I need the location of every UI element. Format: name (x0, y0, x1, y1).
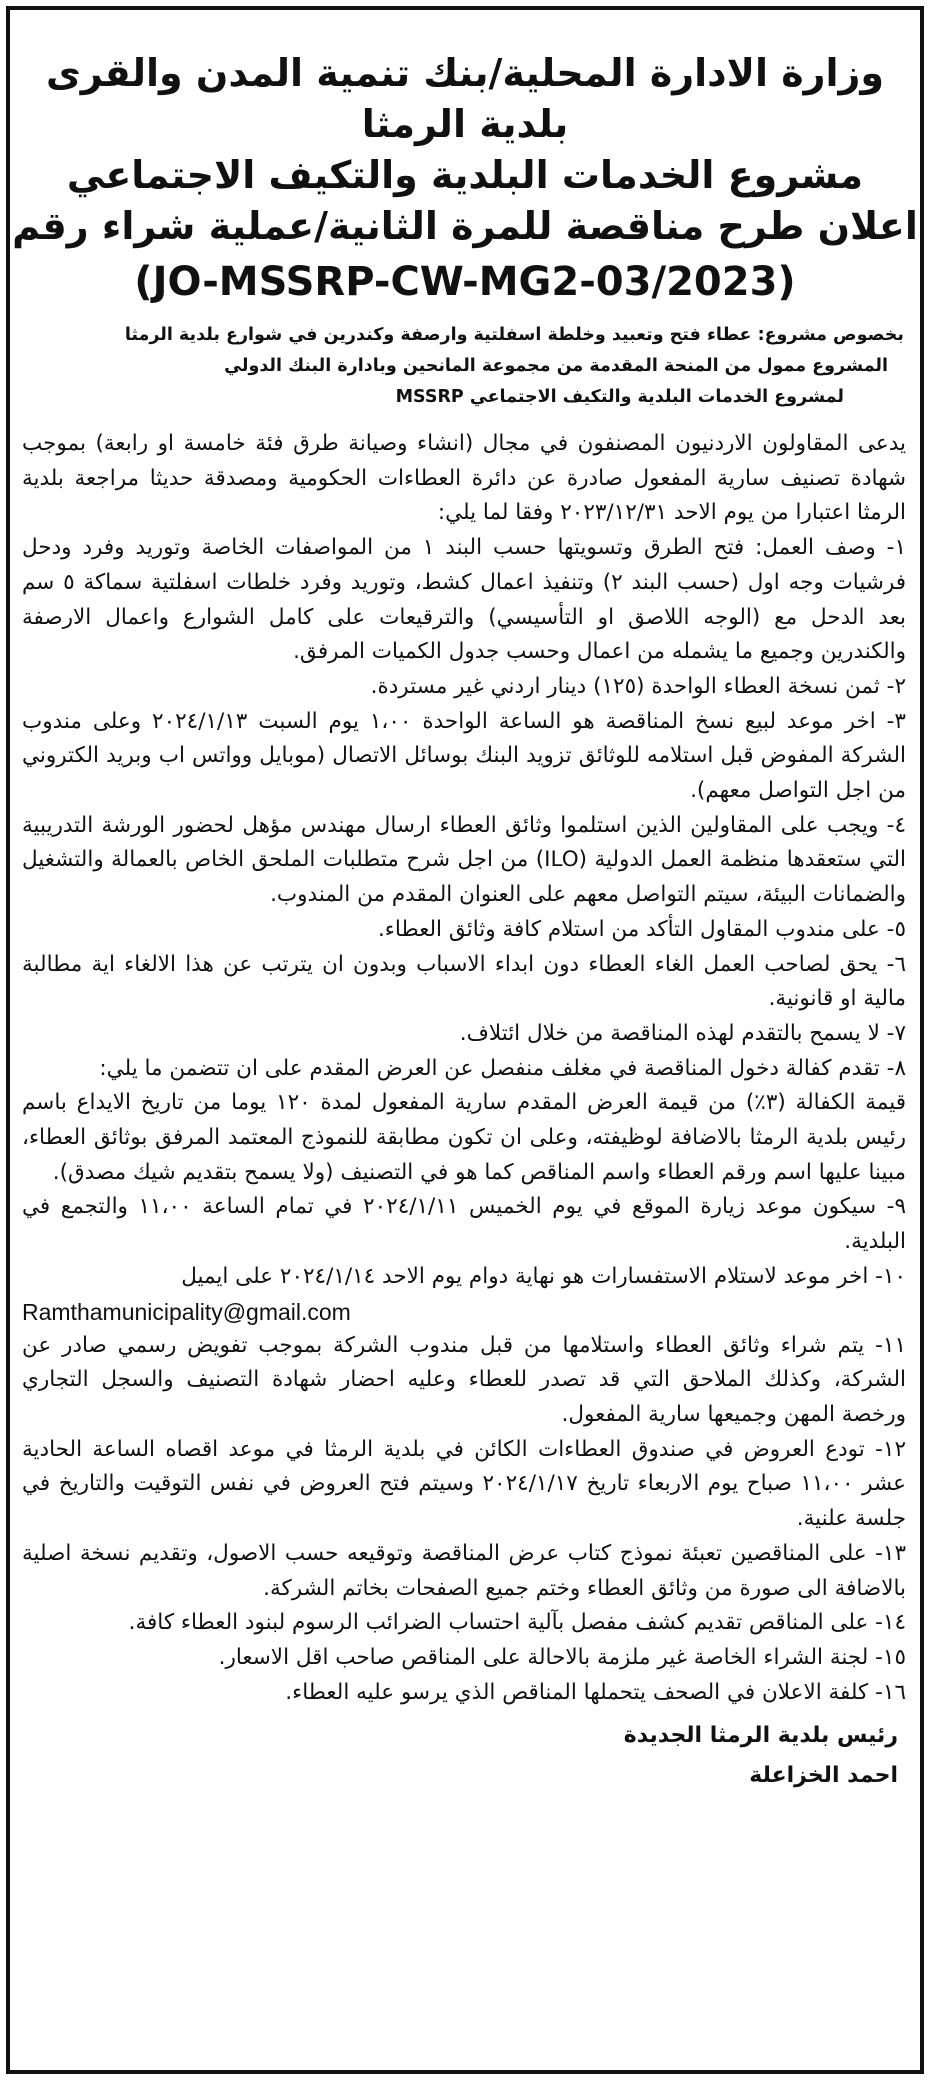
municipality-title: بلدية الرمثا (361, 102, 569, 146)
item-13: ١٣- على المناقصين تعبئة نموذج كتاب عرض المناقصة وتوقيعه حسب الاصول، وتقديم نسخة اصلية بالاضافة الى صورة من وثائق العطاء وختم جميع الصفحات بخاتم الشركة. (22, 1540, 906, 1601)
contact-email[interactable]: Ramthamunicipality@gmail.com (22, 1298, 351, 1325)
project-title: مشروع الخدمات البلدية والتكيف الاجتماعي (66, 153, 864, 197)
subject-line-2: المشروع ممول من المنحة المقدمة من مجموعة المانحين وبادارة البنك الدولي (224, 356, 888, 376)
item-9: ٩- سيكون موعد زيارة الموقع في يوم الخميس ٢٠٢٤/١/١١ في تمام الساعة ١١،٠٠ والتجمع في البلدية. (22, 1194, 907, 1255)
tender-title: اعلان طرح مناقصة للمرة الثانية/عملية شراء رقم (12, 204, 918, 248)
item-12: ١٢- تودع العروض في صندوق العطاءات الكائن في بلدية الرمثا في موعد اقصاه الساعة الحادية عشر ١١،٠٠ صباح يوم الاربعاء تاريخ ٢٠٢٤/١/١٧ وسيتم فتح العروض في نفس التوقيت والتاريخ في جلسة علنية. (22, 1436, 906, 1532)
item-16: ١٦- كلفة الاعلان في الصحف يتحملها المناقص الذي يرسو عليه العطاء. (285, 1679, 906, 1705)
procurement-code: (JO-MSSRP-CW-MG2-03/2023) (134, 259, 796, 305)
subject-line-3: لمشروع الخدمات البلدية والتكيف الاجتماعي MSSRP (395, 387, 844, 407)
guarantee-paragraph: قيمة الكفالة (٣٪) من قيمة العرض المقدم سارية المفعول لمدة ١٢٠ يوما من تاريخ الايداع باسم رئيس بلدية الرمثا بالاضافة لوظيفته، وعلى ان تكون مطابقة للنموذج المعتمد المرفق بوثائق العطاء، مبينا عليها اسم ورقم العطاء واسم المناقص كما هو في التصنيف (ولا يسمح بتقديم شيك مصدق). (22, 1090, 907, 1185)
signatory-title: رئيس بلدية الرمثا الجديدة (623, 1723, 898, 1749)
item-5: ٥- على مندوب المقاول التأكد من استلام كافة وثائق العطاء. (377, 916, 906, 942)
subject-line-1: بخصوص مشروع: عطاء فتح وتعبيد وخلطة اسفلتية وارصفة وكندرين في شوارع بلدية الرمثا (124, 325, 904, 345)
item-11: ١١- يتم شراء وثائق العطاء واستلامها من قبل مندوب الشركة بموجب تفويض رسمي صادر عن الشركة، وكذلك الملاحق التي قد تصدر للعطاء وعليه احضار شهادة التصنيف والسجل التجاري ورخصة المهن وجميعها سارية المفعول. (22, 1332, 906, 1427)
item-3: ٣- اخر موعد لبيع نسخ المناقصة هو الساعة الواحدة ١،٠٠ يوم السبت ٢٠٢٤/١/١٣ وعلى مندوب الشركة المفوض قبل استلامه للوثائق تزويد البنك بوسائل الاتصال (موبايل وواتس اب وبريد الكتروني من اجل التواصل معهم). (22, 708, 906, 804)
intro-paragraph: يدعى المقاولون الاردنيون المصنفون في مجال (انشاء وصيانة طرق فئة خامسة او رابعة) بموجب شهادة تصنيف سارية المفعول صادرة عن دائرة العطاءات الحكومية ومصدقة حديثا مراجعة بلدية الرمثا اعتبارا من يوم الاحد ٢٠٢٣/١٢/٣١ وفقا لما يلي: (22, 431, 906, 526)
item-2: ٢- ثمن نسخة العطاء الواحدة (١٢٥) دينار اردني غير مستردة. (370, 673, 906, 699)
ministry-title: وزارة الادارة المحلية/بنك تنمية المدن والقرى (45, 51, 885, 95)
announcement-frame (6, 6, 924, 2074)
item-7: ٧- لا يسمح بالتقدم لهذه المناقصة من خلال ائتلاف. (459, 1020, 906, 1046)
announcement-body (10, 427, 920, 1710)
item-10: ١٠- اخر موعد لاستلام الاستفسارات هو نهاية دوام يوم الاحد ٢٠٢٤/١/١٤ على ايميل (181, 1263, 906, 1289)
item-14: ١٤- على المناقص تقديم كشف مفصل بآلية احتساب الضرائب الرسوم لبنود العطاء كافة. (128, 1610, 906, 1636)
announcement-header (10, 10, 920, 308)
item-6: ٦- يحق لصاحب العمل الغاء العطاء دون ابداء الاسباب وبدون ان يترتب عن هذا الالغاء اية مطالبة مالية او قانونية. (22, 951, 906, 1012)
item-8: ٨- تقدم كفالة دخول المناقصة في مغلف منفصل عن العرض المقدم على ان تتضمن ما يلي: (99, 1055, 906, 1081)
item-1: ١- وصف العمل: فتح الطرق وتسويتها حسب البند ١ من المواصفات الخاصة وتوريد وفرد ودحل فرشيات وجه اول (حسب البند ٢) وتنفيذ اعمال كشط، وتوريد وفرد خلطات اسفلتية سماكة ٥ سم بعد الدحل مع (الوجه اللاصق او التأسيسي) والترقيعات على كامل الشوارع واعمال الارصفة والكندرين وجميع ما يشمله من اعمال وحسب جدول الكميات المرفق. (22, 535, 907, 665)
item-4: ٤- ويجب على المقاولين الذين استلموا وثائق العطاء ارسال مهندس مؤهل لحضور الورشة التدريبية التي ستعقدها منظمة العمل الدولية (ILO) من اجل شرح متطلبات الملحق الخاص بالعمالة والتشغيل والضمانات البيئة، سيتم التواصل معهم على العنوان المقدم من المندوب. (22, 812, 906, 908)
subject-block (10, 320, 920, 413)
signatory-name: احمد الخزاعلة (749, 1763, 898, 1789)
signature-block (10, 1710, 920, 1796)
item-15: ١٥- لجنة الشراء الخاصة غير ملزمة بالاحالة على المناقص صاحب اقل الاسعار. (218, 1644, 906, 1670)
